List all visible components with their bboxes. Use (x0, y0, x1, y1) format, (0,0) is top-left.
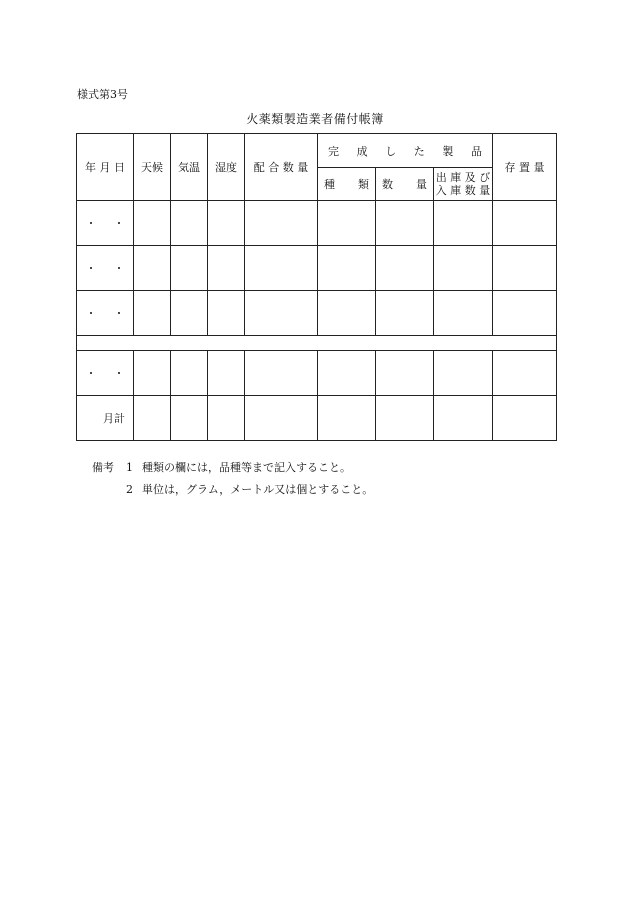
ledger-table (76, 133, 557, 441)
remarks-lead: 備考 (92, 461, 114, 474)
completed-char: 製 (442, 144, 454, 158)
header-weather: 天候 (134, 134, 171, 201)
date-dot: ・ (85, 217, 97, 230)
mix-quantity-cell[interactable] (245, 351, 318, 396)
date-dot: ・ (85, 307, 97, 320)
remark-text: 単位は，グラム，メートル又は個とすること。 (142, 483, 374, 496)
humidity-cell[interactable] (208, 246, 245, 291)
temperature-cell[interactable] (171, 396, 208, 441)
in-out-cell[interactable] (434, 201, 493, 246)
date-cell[interactable] (77, 291, 134, 336)
date-dot: ・ (113, 217, 125, 230)
remark-number: 1 (126, 461, 133, 474)
header-kind (318, 168, 376, 201)
kind-char: 種 (324, 178, 335, 191)
quantity-cell[interactable] (376, 396, 434, 441)
stock-cell[interactable] (493, 351, 557, 396)
completed-char: 成 (356, 144, 368, 158)
stock-cell[interactable] (493, 246, 557, 291)
quantity-char: 数 (382, 178, 393, 191)
date-cell[interactable] (77, 351, 134, 396)
header-humidity: 湿度 (208, 134, 245, 201)
month-total-row (77, 396, 557, 441)
date-dot: ・ (113, 262, 125, 275)
remark-text: 種類の欄には，品種等まで記入すること。 (142, 461, 351, 474)
double-rule (77, 336, 557, 351)
table-row (77, 246, 557, 291)
quantity-cell[interactable] (376, 201, 434, 246)
header-date: 年 月 日 (77, 134, 134, 201)
mix-quantity-cell[interactable] (245, 201, 318, 246)
month-total-label: 月計 (77, 396, 134, 441)
table-row (77, 291, 557, 336)
temperature-cell[interactable] (171, 291, 208, 336)
kind-cell[interactable] (318, 396, 376, 441)
quantity-cell[interactable] (376, 291, 434, 336)
form-title: 火薬類製造業者備付帳簿 (246, 112, 384, 126)
header-in-out-quantity (434, 168, 493, 201)
kind-char: 類 (358, 178, 369, 191)
remark-item (92, 479, 373, 501)
weather-cell[interactable] (134, 351, 171, 396)
remark-number: 2 (126, 483, 133, 496)
mix-quantity-cell[interactable] (245, 291, 318, 336)
header-mix-quantity: 配 合 数 量 (245, 134, 318, 201)
quantity-cell[interactable] (376, 351, 434, 396)
table-row (77, 351, 557, 396)
weather-cell[interactable] (134, 291, 171, 336)
remarks (92, 457, 373, 501)
in-out-line2: 入 庫 数 量 (435, 184, 491, 197)
date-dot: ・ (113, 367, 125, 380)
table-row (77, 201, 557, 246)
stock-cell[interactable] (493, 291, 557, 336)
completed-char: 完 (328, 144, 339, 158)
date-dot: ・ (113, 307, 125, 320)
omission-separator (77, 336, 557, 351)
header-completed-products (318, 134, 493, 168)
header-temperature: 気温 (171, 134, 208, 201)
humidity-cell[interactable] (208, 291, 245, 336)
mix-quantity-cell[interactable] (245, 396, 318, 441)
completed-char: た (413, 144, 425, 158)
stock-cell[interactable] (493, 201, 557, 246)
date-dot: ・ (85, 262, 97, 275)
quantity-char: 量 (416, 178, 427, 191)
temperature-cell[interactable] (171, 351, 208, 396)
in-out-cell[interactable] (434, 291, 493, 336)
date-cell[interactable] (77, 246, 134, 291)
temperature-cell[interactable] (171, 246, 208, 291)
humidity-cell[interactable] (208, 351, 245, 396)
kind-cell[interactable] (318, 201, 376, 246)
humidity-cell[interactable] (208, 201, 245, 246)
completed-char: し (385, 144, 397, 158)
completed-char: 品 (470, 144, 482, 158)
date-cell[interactable] (77, 201, 134, 246)
kind-cell[interactable] (318, 291, 376, 336)
weather-cell[interactable] (134, 201, 171, 246)
humidity-cell[interactable] (208, 396, 245, 441)
remark-item (92, 457, 373, 479)
header-quantity (376, 168, 434, 201)
mix-quantity-cell[interactable] (245, 246, 318, 291)
date-dot: ・ (85, 367, 97, 380)
kind-cell[interactable] (318, 351, 376, 396)
in-out-cell[interactable] (434, 351, 493, 396)
form-number: 様式第3号 (77, 88, 128, 101)
in-out-cell[interactable] (434, 246, 493, 291)
header-stock: 存 置 量 (493, 134, 557, 201)
in-out-cell[interactable] (434, 396, 493, 441)
quantity-cell[interactable] (376, 246, 434, 291)
kind-cell[interactable] (318, 246, 376, 291)
in-out-line1: 出 庫 及 び (435, 171, 491, 184)
temperature-cell[interactable] (171, 201, 208, 246)
weather-cell[interactable] (134, 396, 171, 441)
weather-cell[interactable] (134, 246, 171, 291)
stock-cell[interactable] (493, 396, 557, 441)
